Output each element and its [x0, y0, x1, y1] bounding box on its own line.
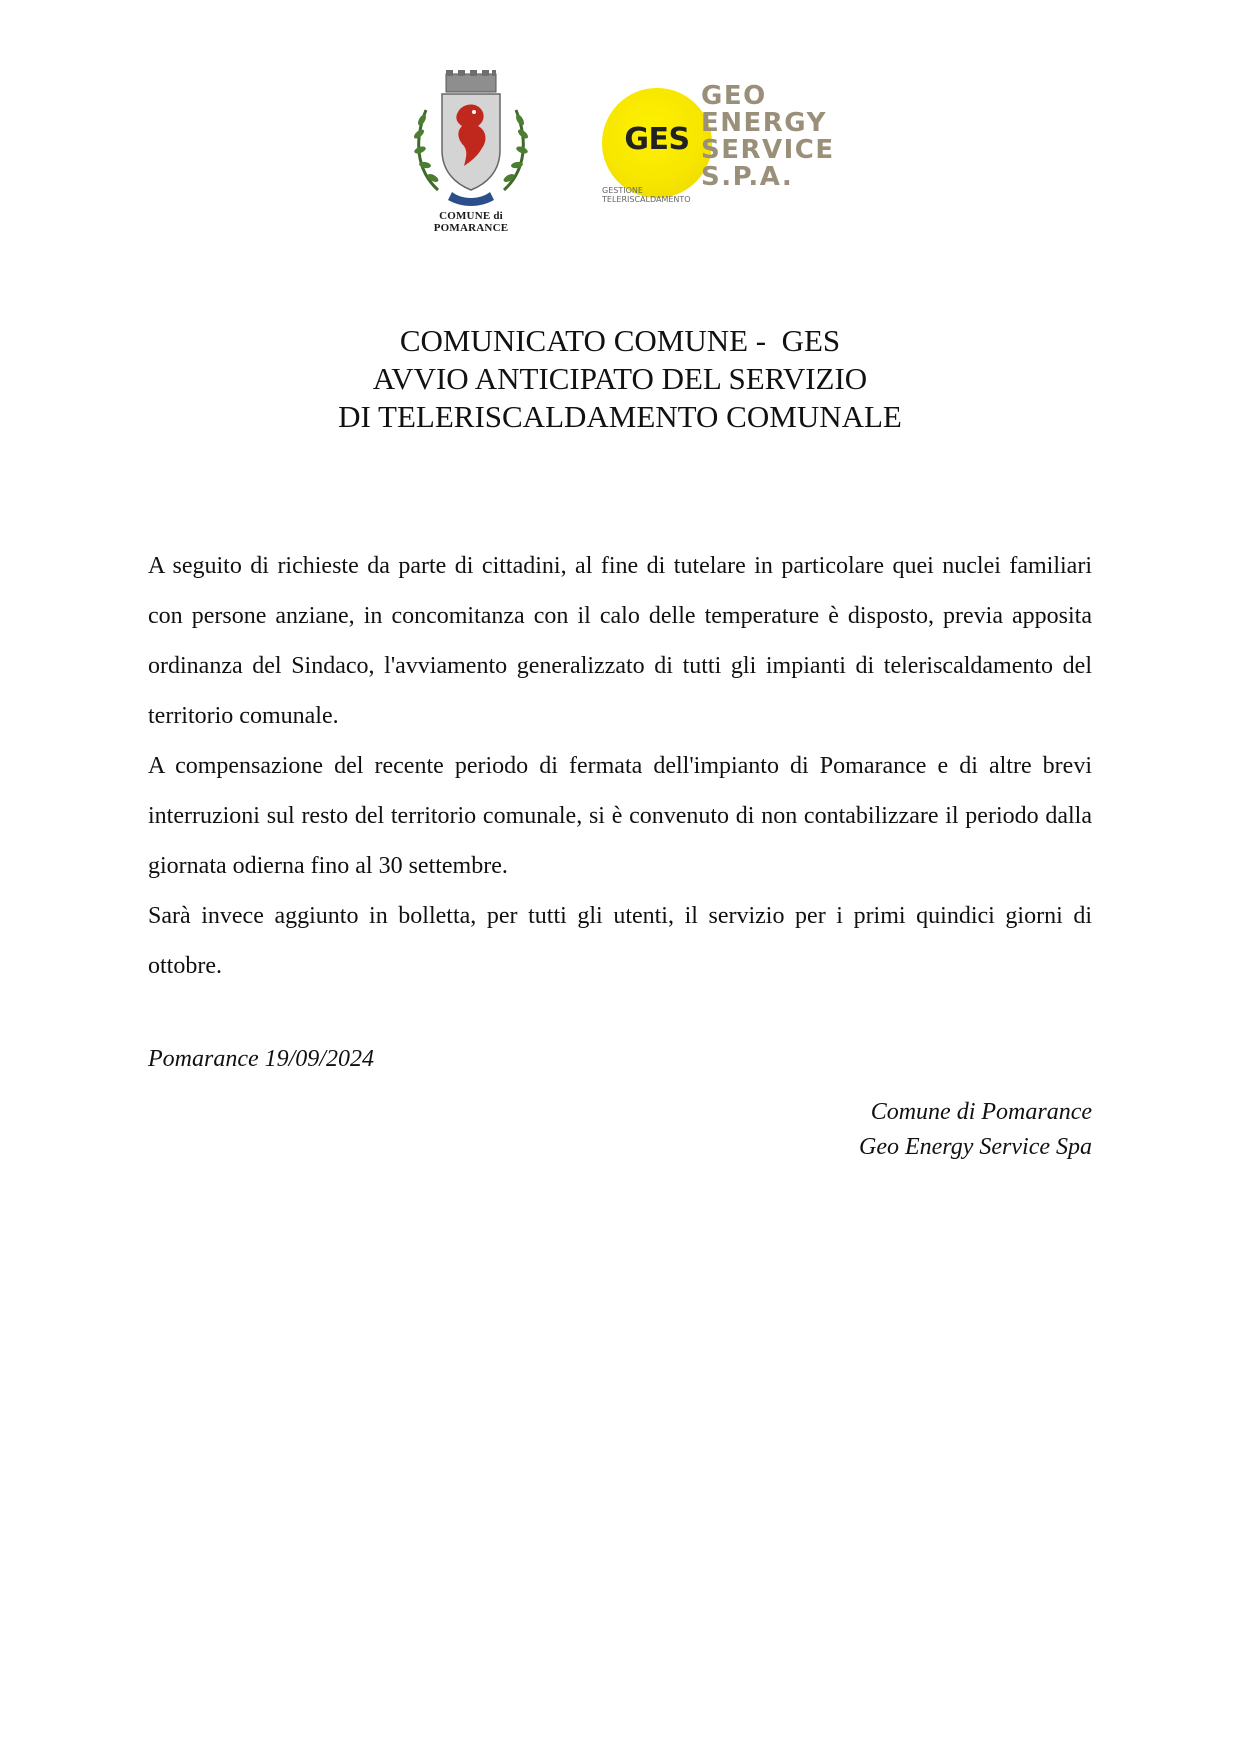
body-paragraph-3: Sarà invece aggiunto in bolletta, per tutti gli utenti, il servizio per i primi quindici giorni di ottobre. — [148, 903, 1092, 979]
document-body — [148, 541, 1092, 991]
ges-name-line: S.P.A. — [701, 162, 794, 192]
body-paragraph-1: A seguito di richieste da parte di cittadini, al fine di tutelare in particolare quei nuclei familiari con persone anziane, in concomitanza con il calo delle temperature è disposto, previa apposita ordinanza del Sindaco, l'avviamento generalizzato di tutti gli impianti di teleriscaldamento del territorio comunale. — [148, 553, 1092, 729]
ges-logo-subtitle — [602, 186, 691, 204]
signature-line-2: Geo Energy Service Spa — [858, 1134, 1092, 1160]
ges-logo-circle — [602, 88, 712, 198]
date-line: Pomarance 19/09/2024 — [148, 1046, 374, 1072]
comune-logo-label: COMUNE di POMARANCE — [433, 210, 509, 234]
body-paragraph-2: A compensazione del recente periodo di fermata dell'impianto di Pomarance e di altre brevi interruzioni sul resto del territorio comunale, si è convenuto di non contabilizzare il periodo dalla giornata odierna fino al 30 settembre. — [148, 753, 1092, 879]
ges-sub-line: GESTIONE — [602, 186, 643, 195]
signature-line-1: Comune di Pomarance — [870, 1099, 1092, 1125]
ges-logo-circle-text: GES — [624, 122, 690, 157]
title-line-3: DI TELERISCALDAMENTO COMUNALE — [338, 399, 902, 434]
ges-logo-name — [701, 83, 835, 191]
title-line-2: AVVIO ANTICIPATO DEL SERVIZIO — [372, 361, 868, 396]
signature-block — [859, 1095, 1092, 1165]
ges-sub-line: TELERISCALDAMENTO — [602, 195, 691, 204]
coat-of-arms-icon — [408, 70, 534, 208]
ges-name-line: SERVICE — [701, 135, 835, 165]
document-title — [140, 322, 1100, 436]
comune-pomarance-logo — [408, 70, 534, 234]
ges-name-line: GEO — [701, 81, 767, 111]
ges-name-line: ENERGY — [701, 108, 827, 138]
ges-logo — [598, 80, 858, 210]
title-line-1: COMUNICATO COMUNE - GES — [399, 323, 841, 358]
